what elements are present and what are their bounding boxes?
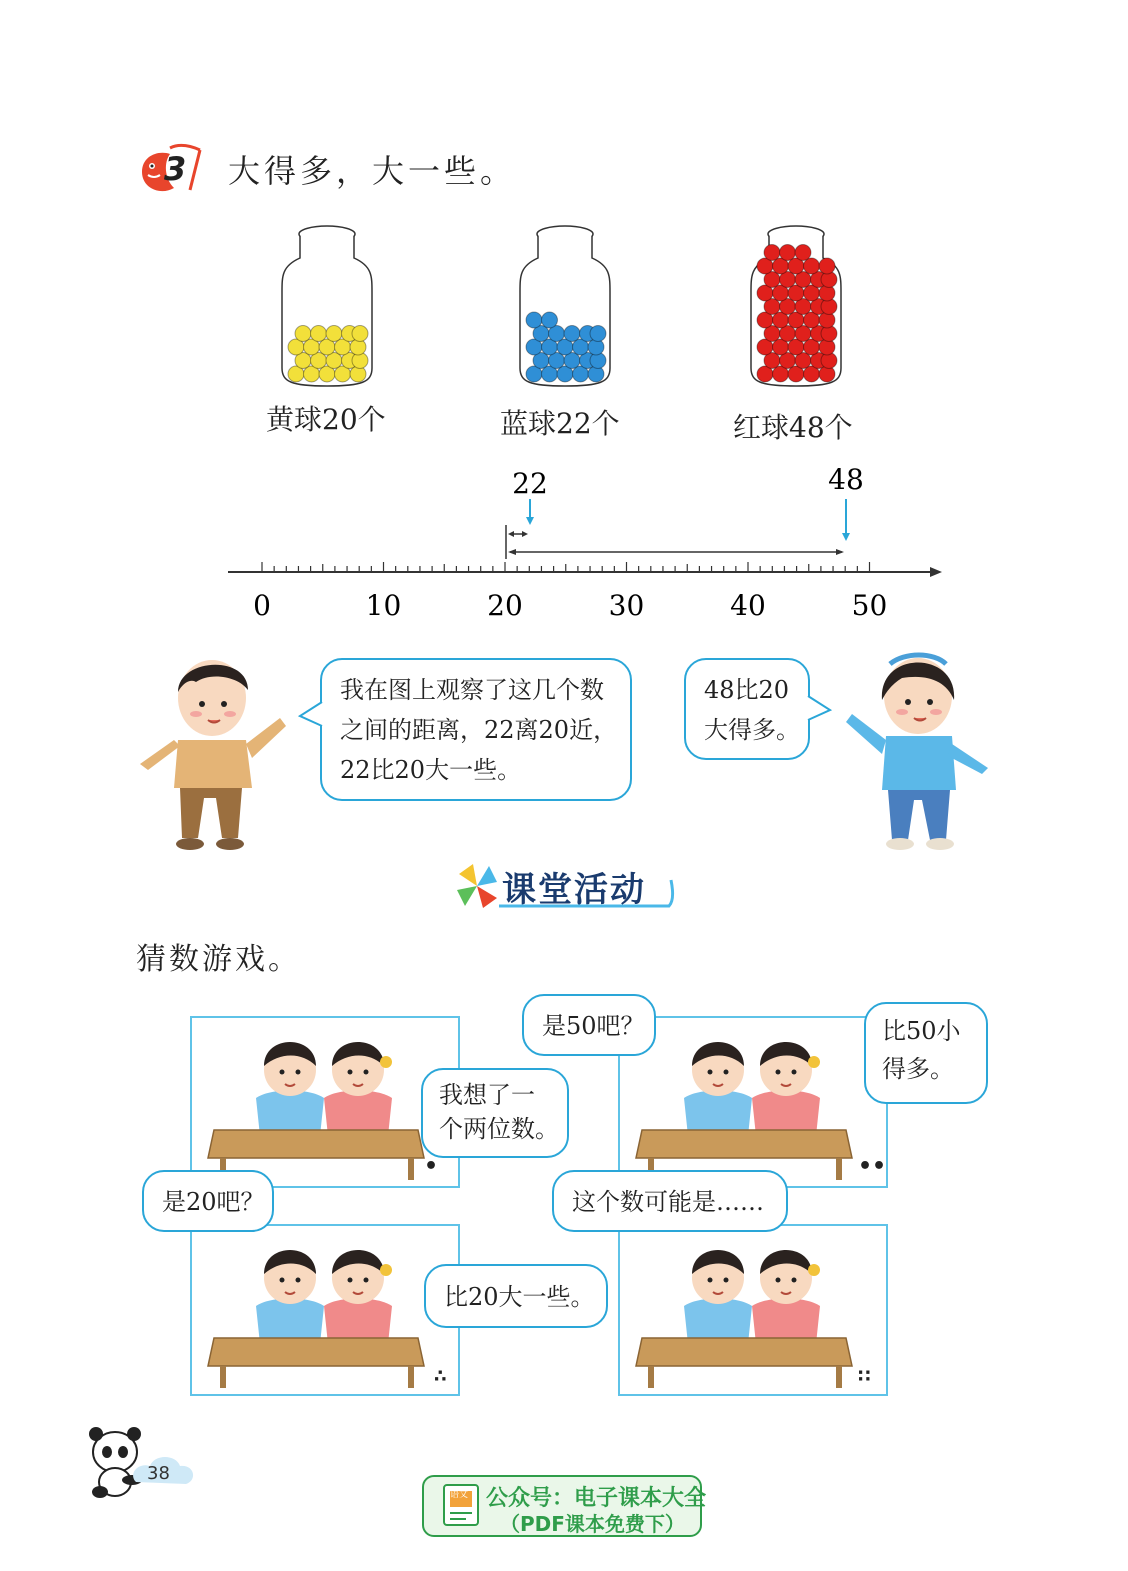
scene-panel-4 (618, 1224, 888, 1396)
number-line-label: 10 (365, 589, 402, 622)
boy-speech-line: 22比20大一些。 (340, 756, 522, 784)
scene-2-left-speech: 是50吧？ (542, 1012, 645, 1040)
number-line-label: 20 (487, 589, 523, 622)
scene-2-right-speech-line: 得多。 (882, 1055, 954, 1083)
problem-title: 大得多，大一些。 (228, 152, 517, 190)
ball (295, 326, 311, 342)
scene-3-left-bubble (142, 1170, 274, 1232)
scene-3-illustration (192, 1226, 458, 1394)
yellow-ball-jar (272, 222, 382, 392)
ball (819, 258, 835, 274)
scene-2-left-bubble (522, 994, 656, 1056)
ball (795, 245, 811, 261)
boy-speech-line: 我在图上观察了这几个数 (340, 676, 604, 704)
ball (780, 245, 796, 261)
watermark-line-2: （PDF课本免费下） (500, 1512, 685, 1536)
girl-speech-line: 大得多。 (704, 716, 800, 744)
ball (764, 245, 780, 261)
marker-label-48: 48 (828, 463, 864, 496)
scene-3-right-speech: 比20大一些。 (444, 1283, 595, 1311)
number-line-label: 40 (730, 589, 766, 622)
red-ball-label: 红球48个 (733, 411, 853, 444)
pinwheel-icon (457, 864, 497, 908)
scene-1-illustration (192, 1018, 458, 1186)
marker-arrow-48-head (842, 533, 850, 541)
book-icon-text: 语文 (450, 1490, 469, 1500)
number-line-label: 50 (851, 589, 888, 622)
scene-2-right-speech-line: 比50小 (882, 1017, 961, 1045)
girl-speech-line: 48比20 (704, 676, 790, 704)
problem-number: 3 (164, 150, 187, 188)
die-face-1-icon: • (424, 1154, 439, 1179)
ball-group (288, 326, 368, 383)
scene-2-right-bubble (864, 1002, 988, 1104)
blue-ball-jar (510, 222, 620, 392)
die-face-3-icon: ∴ (434, 1366, 447, 1387)
problem-badge (134, 142, 212, 198)
scene-3-right-bubble (424, 1264, 608, 1328)
yellow-ball-label: 黄球20个 (266, 403, 386, 436)
page-number: 38 (147, 1463, 170, 1484)
scene-panel-1 (190, 1016, 460, 1188)
scene-4-speech: 这个数可能是…… (572, 1188, 764, 1216)
scene-4-speech-bubble (552, 1170, 788, 1232)
scene-3-left-speech: 是20吧？ (162, 1188, 265, 1216)
boy-character (130, 648, 295, 858)
number-line-label: 0 (253, 589, 271, 622)
red-ball-jar (741, 222, 851, 392)
activity-title: 课堂活动 (502, 870, 646, 910)
number-line-arrowhead (930, 567, 942, 577)
scene-2-illustration (620, 1018, 886, 1186)
blue-ball-label: 蓝球22个 (500, 407, 620, 440)
girl-character (842, 644, 997, 856)
scene-1-speech-bubble (421, 1068, 569, 1158)
scene-panel-2 (618, 1016, 888, 1188)
girl-speech-bubble (684, 658, 810, 760)
scene-4-illustration (620, 1226, 886, 1394)
ball (352, 326, 368, 342)
marker-arrow-22-head (526, 517, 534, 525)
number-line (220, 455, 950, 635)
number-line-ticks (262, 562, 870, 572)
boy-bubble-tail (298, 700, 324, 728)
scene-panel-3 (190, 1224, 460, 1396)
ball (311, 326, 327, 342)
scene-1-speech-line: 个两位数。 (439, 1115, 559, 1143)
boy-speech-bubble (320, 658, 632, 801)
ball (564, 326, 580, 342)
scene-1-speech-line: 我想了一 (439, 1081, 535, 1109)
ball (326, 326, 342, 342)
die-face-2-icon: •• (858, 1154, 887, 1179)
ball (590, 326, 606, 342)
watermark-badge (422, 1475, 707, 1537)
game-title: 猜数游戏。 (136, 942, 301, 977)
boy-speech-line: 之间的距离，22离20近， (340, 716, 618, 744)
ball (542, 312, 558, 328)
ball-group (757, 245, 837, 383)
number-line-label: 30 (608, 589, 645, 622)
die-face-4-icon: ∷ (858, 1366, 871, 1387)
watermark-line-1: 公众号：电子课本大全 (486, 1486, 707, 1511)
number-line-labels (253, 589, 887, 622)
girl-bubble-tail (806, 694, 832, 722)
ball (526, 312, 542, 328)
marker-label-22: 22 (512, 467, 548, 500)
